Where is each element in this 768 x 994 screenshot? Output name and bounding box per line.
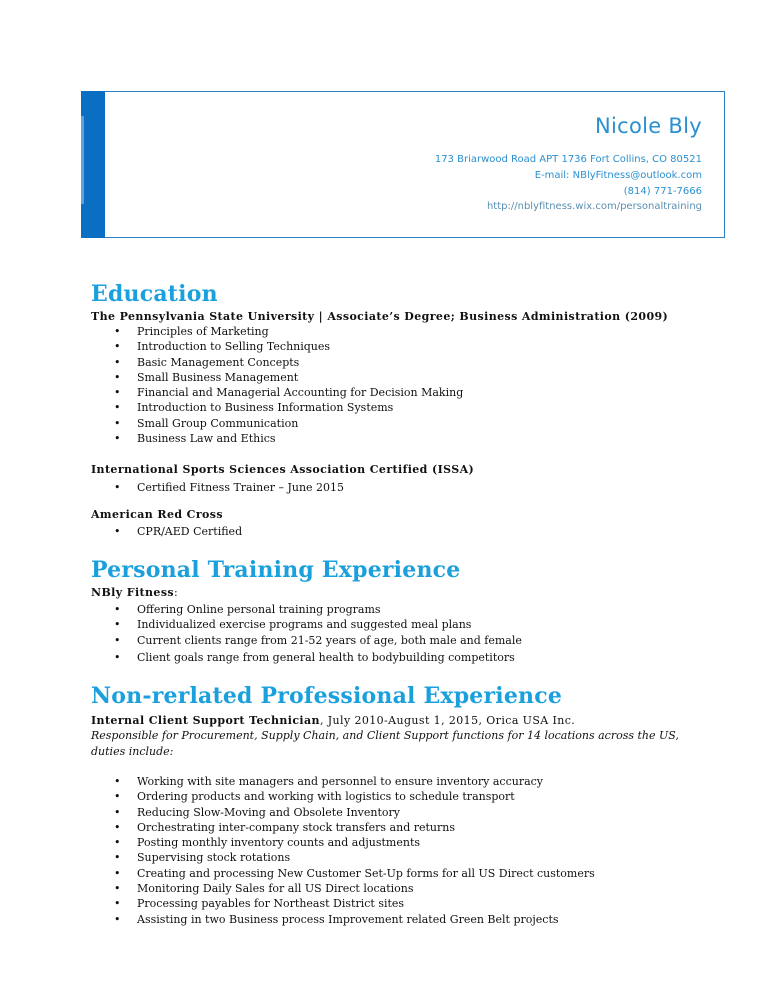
website-link[interactable]: http://nblyfitness.wix.com/personaltraining: [486, 201, 702, 212]
list-item: • Certified Fitness Trainer – June 2015: [0, 480, 344, 495]
personal-training-list: [0, 602, 522, 665]
list-item: • Introduction to Business Information Systems: [0, 400, 463, 415]
list-item: • Business Law and Ethics: [0, 431, 463, 446]
list-item: • Ordering products and working with logistics to schedule transport: [0, 789, 595, 804]
list-item: • Small Business Management: [0, 370, 463, 385]
issa-list: [0, 480, 344, 495]
penn-state-course-list: [0, 324, 463, 446]
list-item: • Principles of Marketing: [0, 324, 463, 339]
school-issa: International Sports Sciences Association Certified (ISSA): [91, 463, 475, 476]
list-item: • Offering Online personal training programs: [0, 602, 522, 617]
company-nbly: NBly Fitness:: [91, 586, 179, 599]
email[interactable]: E-mail: NBlyFitness@outlook.com: [534, 170, 702, 181]
list-item: • Supervising stock rotations: [0, 850, 595, 865]
job-title-line: Internal Client Support Technician, July 2010-August 1, 2015, Orica USA Inc.: [91, 714, 576, 727]
phone: (814) 771-7666: [623, 186, 702, 197]
list-item: • Posting monthly inventory counts and adjustments: [0, 835, 595, 850]
list-item: • Monitoring Daily Sales for all US Direct locations: [0, 881, 595, 896]
list-item: • Reducing Slow-Moving and Obsolete Inventory: [0, 805, 595, 820]
list-item: • Orchestrating inter-company stock transfers and returns: [0, 820, 595, 835]
education-heading: Education: [91, 281, 218, 307]
school-red-cross: American Red Cross: [91, 508, 223, 521]
job-description: Responsible for Procurement, Supply Chain, and Client Support functions for 14 locations across the US, duties include:: [91, 729, 679, 758]
personal-training-heading: Personal Training Experience: [91, 557, 461, 583]
list-item: • Small Group Communication: [0, 416, 463, 431]
candidate-name: Nicole Bly: [594, 114, 702, 138]
list-item: • Individualized exercise programs and suggested meal plans: [0, 617, 522, 632]
address: 173 Briarwood Road APT 1736 Fort Collins, CO 80521: [434, 154, 702, 165]
list-item: • Financial and Managerial Accounting for Decision Making: [0, 385, 463, 400]
school-penn-state: The Pennsylvania State University | Associate’s Degree; Business Administration (2009): [91, 310, 669, 323]
list-item: • CPR/AED Certified: [0, 524, 242, 539]
list-item: • Assisting in two Business process Improvement related Green Belt projects: [0, 912, 595, 927]
professional-duties-list: [0, 774, 595, 927]
list-item: • Current clients range from 21-52 years of age, both male and female: [0, 633, 522, 648]
professional-heading: Non-rerlated Professional Experience: [91, 683, 563, 709]
header-accent-bar: [81, 91, 105, 238]
list-item: • Working with site managers and personnel to ensure inventory accuracy: [0, 774, 595, 789]
list-item: • Processing payables for Northeast District sites: [0, 896, 595, 911]
list-item: • Client goals range from general health to bodybuilding competitors: [0, 650, 522, 665]
list-item: • Introduction to Selling Techniques: [0, 339, 463, 354]
list-item: • Basic Management Concepts: [0, 355, 463, 370]
red-cross-list: [0, 524, 242, 539]
list-item: • Creating and processing New Customer Set-Up forms for all US Direct customers: [0, 866, 595, 881]
